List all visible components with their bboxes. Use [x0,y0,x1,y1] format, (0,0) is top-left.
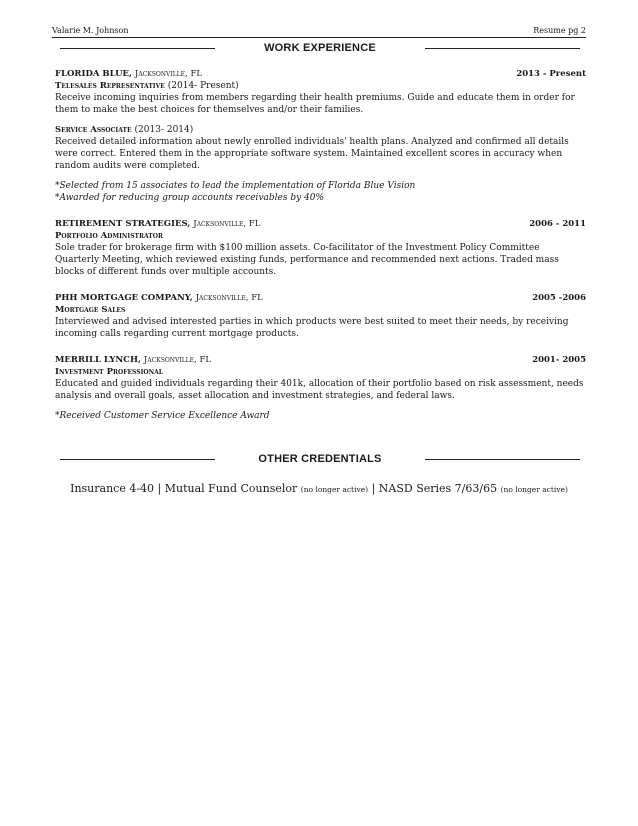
role-title-text: Telesales Representative [55,81,165,91]
role-title [55,80,586,92]
page-header [52,26,586,38]
job-dates: 2013 - Present [516,69,586,79]
job-header [55,68,586,80]
role-description: Received detailed information about newly enrolled individuals' health plans. Analyzed and confirmed all details were correct. Entered them in the appropriate software system. Maintained excellent scores in accuracy when random audits were completed. [55,137,569,171]
role-title [55,124,586,136]
company-name: MERRILL LYNCH, [55,355,141,365]
role-dates: (2014- Present) [167,81,239,91]
company-location: Jacksonville, FL [193,219,261,229]
section-title: OTHER CREDENTIALS [258,453,382,465]
job-header [55,292,586,304]
company-location: Jacksonville, FL [134,69,202,79]
job-dates: 2001- 2005 [532,355,586,365]
credential-separator: | [154,482,165,495]
company-name: PHH MORTGAGE COMPANY, [55,293,193,303]
other-credentials-heading [60,453,580,465]
company-location: Jacksonville, FL [143,355,211,365]
section-title: WORK EXPERIENCE [264,42,376,54]
credential-status-note: (no longer active) [500,485,568,494]
achievement-note: *Received Customer Service Excellence Award [55,411,270,421]
role-description: Educated and guided individuals regarding their 401k, allocation of their portfolio based on risk assessment, needs analysis and overall goals, asset allocation and investment strategies, and federal laws. [55,379,584,401]
header-page-number: Resume pg 2 [533,26,586,35]
work-experience-heading [60,42,580,54]
header-name: Valarie M. Johnson [52,26,129,35]
job-entry-merrill-lynch [55,354,586,422]
credential-separator: | [368,482,379,495]
achievement-note-1: *Selected from 15 associates to lead the implementation of Florida Blue Vision [55,181,416,191]
role-dates: (2013- 2014) [134,125,194,135]
job-entry-florida-blue [55,68,586,204]
heading-rule-right [425,459,580,460]
achievement-note-2: *Awarded for reducing group accounts receivables by 40% [55,193,325,203]
role-description: Receive incoming inquiries from members regarding their health premiums. Guide and educate them in order for them to make the best choices for themselves and/or their families. [55,93,575,115]
heading-rule-left [60,48,215,49]
job-dates: 2005 -2006 [532,293,586,303]
role-title: Mortgage Sales [55,305,126,315]
credential-nasd: NASD Series 7/63/65 [378,482,498,495]
credential-insurance: Insurance 4-40 [70,482,155,495]
job-header [55,218,586,230]
heading-rule-left [60,459,215,460]
role-title: Portfolio Administrator [55,231,163,241]
credentials-line [52,482,586,495]
heading-rule-right [425,48,580,49]
job-dates: 2006 - 2011 [529,219,586,229]
company-name: RETIREMENT STRATEGIES, [55,219,191,229]
role-title-text: Service Associate [55,125,132,135]
role-description: Sole trader for brokerage firm with $100 million assets. Co-facilitator of the Investment Policy Committee Quarterly Meeting, which reviewed existing funds, performance and recommended next actions. Traded mass blocks of different funds over multiple accounts. [55,243,559,277]
role-description: Interviewed and advised interested parties in which products were best suited to meet their needs, by receiving incoming calls regarding current mortgage products. [55,317,569,339]
job-entry-retirement-strategies [55,218,586,278]
company-location: Jacksonville, FL [195,293,263,303]
credential-mutual-fund: Mutual Fund Counselor [164,482,298,495]
credential-status-note: (no longer active) [300,485,369,494]
role-title: Investment Professional [55,367,163,377]
work-experience-list [55,68,586,431]
company-name: FLORIDA BLUE, [55,69,132,79]
achievement-note [55,180,586,204]
job-entry-phh-mortgage [55,292,586,340]
job-header [55,354,586,366]
